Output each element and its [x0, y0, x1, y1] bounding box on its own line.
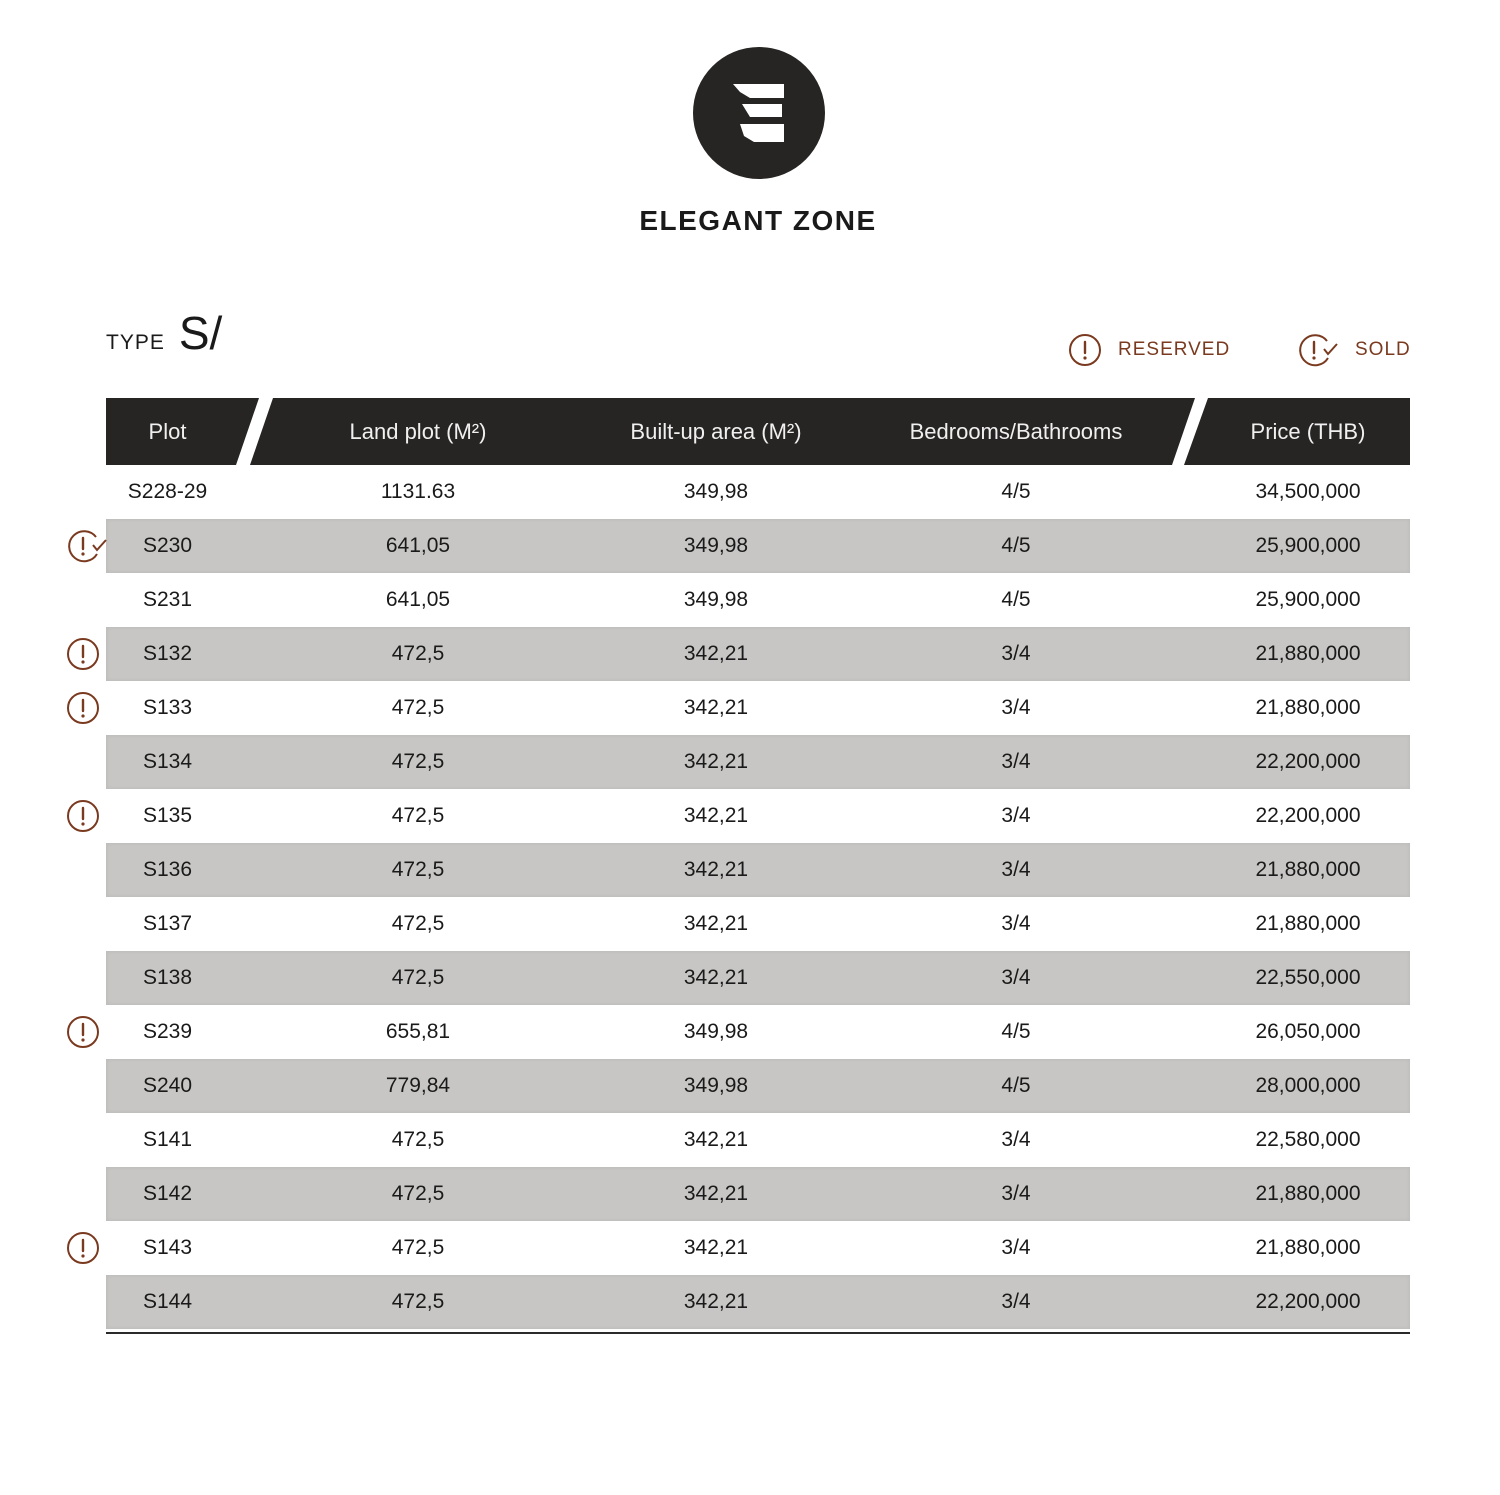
table-header — [106, 398, 1410, 465]
cell-price: 25,900,000 — [1255, 588, 1361, 611]
cell-bedrooms-bathrooms: 3/4 — [1001, 1182, 1031, 1205]
table-row — [106, 1113, 1410, 1167]
cell-plot: S231 — [142, 588, 193, 611]
cell-plot: S134 — [142, 750, 193, 773]
table-row — [106, 519, 1410, 573]
cell-bedrooms-bathrooms: 3/4 — [1001, 696, 1031, 719]
cell-land-plot: 655,81 — [385, 1020, 451, 1043]
cell-plot: S132 — [142, 642, 193, 665]
cell-land-plot: 1131.63 — [380, 480, 456, 503]
cell-price: 21,880,000 — [1255, 858, 1361, 881]
cell-built-up-area: 349,98 — [683, 480, 749, 503]
legend-reserved — [1068, 333, 1230, 367]
cell-built-up-area: 342,21 — [683, 696, 749, 719]
cell-built-up-area: 342,21 — [683, 1128, 749, 1151]
cell-built-up-area: 342,21 — [683, 1182, 749, 1205]
header-price: Price (THB) — [1250, 419, 1366, 444]
cell-price: 22,200,000 — [1255, 1290, 1361, 1313]
cell-land-plot: 641,05 — [385, 534, 451, 557]
cell-plot: S239 — [142, 1020, 193, 1043]
cell-built-up-area: 342,21 — [683, 1236, 749, 1259]
cell-price: 22,200,000 — [1255, 750, 1361, 773]
cell-land-plot: 472,5 — [391, 1128, 445, 1151]
header-bedrooms-bathrooms: Bedrooms/Bathrooms — [909, 419, 1123, 444]
cell-plot: S228-29 — [127, 480, 208, 503]
cell-plot: S141 — [142, 1128, 193, 1151]
type-label: TYPE — [106, 331, 165, 354]
cell-price: 22,550,000 — [1255, 966, 1361, 989]
cell-built-up-area: 349,98 — [683, 534, 749, 557]
table-row — [106, 1059, 1410, 1113]
cell-bedrooms-bathrooms: 3/4 — [1001, 804, 1031, 827]
table-row — [106, 897, 1410, 951]
type-heading — [106, 306, 222, 360]
cell-price: 26,050,000 — [1255, 1020, 1361, 1043]
table-row — [106, 951, 1410, 1005]
cell-price: 21,880,000 — [1255, 912, 1361, 935]
exclamation-circle-icon — [66, 637, 110, 671]
cell-land-plot: 472,5 — [391, 912, 445, 935]
table-row — [106, 789, 1410, 843]
header-built-up-area: Built-up area (M²) — [630, 419, 802, 444]
cell-plot: S142 — [142, 1182, 193, 1205]
exclamation-circle-icon — [66, 1231, 110, 1265]
brand-name: ELEGANT ZONE — [639, 205, 877, 236]
table-row — [106, 1005, 1410, 1059]
exclamation-circle-icon — [66, 1015, 110, 1049]
table-row — [106, 1167, 1410, 1221]
exclamation-check-icon — [66, 529, 110, 563]
cell-built-up-area: 342,21 — [683, 642, 749, 665]
exclamation-circle-icon — [66, 691, 110, 725]
cell-built-up-area: 349,98 — [683, 1020, 749, 1043]
cell-land-plot: 472,5 — [391, 750, 445, 773]
cell-land-plot: 472,5 — [391, 966, 445, 989]
cell-built-up-area: 342,21 — [683, 966, 749, 989]
table-row — [106, 843, 1410, 897]
cell-price: 28,000,000 — [1255, 1074, 1361, 1097]
table-row — [106, 573, 1410, 627]
cell-plot: S133 — [142, 696, 193, 719]
cell-bedrooms-bathrooms: 3/4 — [1001, 642, 1031, 665]
table-row — [106, 1275, 1410, 1329]
cell-plot: S138 — [142, 966, 193, 989]
exclamation-circle-icon — [66, 799, 110, 833]
cell-plot: S143 — [142, 1236, 193, 1259]
cell-land-plot: 472,5 — [391, 642, 445, 665]
header-plot: Plot — [148, 419, 187, 444]
cell-bedrooms-bathrooms: 3/4 — [1001, 1236, 1031, 1259]
legend-reserved-label: RESERVED — [1118, 339, 1231, 360]
cell-price: 34,500,000 — [1255, 480, 1361, 503]
table-row — [106, 1221, 1410, 1275]
exclamation-circle-icon — [1068, 333, 1102, 367]
cell-land-plot: 472,5 — [391, 696, 445, 719]
cell-price: 25,900,000 — [1255, 534, 1361, 557]
cell-bedrooms-bathrooms: 3/4 — [1001, 1290, 1031, 1313]
cell-plot: S240 — [142, 1074, 193, 1097]
cell-price: 21,880,000 — [1255, 1236, 1361, 1259]
legend-sold — [1297, 333, 1411, 367]
cell-land-plot: 472,5 — [391, 804, 445, 827]
cell-bedrooms-bathrooms: 4/5 — [1001, 534, 1031, 557]
cell-land-plot: 472,5 — [391, 1236, 445, 1259]
cell-built-up-area: 342,21 — [683, 858, 749, 881]
legend-sold-label: SOLD — [1355, 339, 1411, 360]
cell-land-plot: 779,84 — [385, 1074, 451, 1097]
cell-built-up-area: 349,98 — [683, 1074, 749, 1097]
cell-built-up-area: 342,21 — [683, 804, 749, 827]
cell-land-plot: 472,5 — [391, 1290, 445, 1313]
table-row — [106, 735, 1410, 789]
cell-land-plot: 472,5 — [391, 1182, 445, 1205]
cell-land-plot: 641,05 — [385, 588, 451, 611]
cell-land-plot: 472,5 — [391, 858, 445, 881]
cell-built-up-area: 342,21 — [683, 750, 749, 773]
cell-price: 22,580,000 — [1255, 1128, 1361, 1151]
cell-bedrooms-bathrooms: 3/4 — [1001, 966, 1031, 989]
cell-price: 21,880,000 — [1255, 642, 1361, 665]
cell-price: 21,880,000 — [1255, 696, 1361, 719]
cell-plot: S135 — [142, 804, 193, 827]
cell-bedrooms-bathrooms: 3/4 — [1001, 1128, 1031, 1151]
cell-plot: S144 — [142, 1290, 193, 1313]
cell-built-up-area: 342,21 — [683, 1290, 749, 1313]
cell-price: 21,880,000 — [1255, 1182, 1361, 1205]
cell-bedrooms-bathrooms: 4/5 — [1001, 1020, 1031, 1043]
type-letter: S/ — [178, 307, 223, 359]
cell-bedrooms-bathrooms: 4/5 — [1001, 588, 1031, 611]
table-row — [106, 465, 1410, 519]
cell-built-up-area: 349,98 — [683, 588, 749, 611]
cell-plot: S137 — [142, 912, 193, 935]
header-land-plot: Land plot (M²) — [349, 419, 487, 444]
cell-bedrooms-bathrooms: 3/4 — [1001, 912, 1031, 935]
table-row — [106, 681, 1410, 735]
cell-bedrooms-bathrooms: 3/4 — [1001, 750, 1031, 773]
letter-e-logo-icon — [692, 46, 826, 180]
cell-built-up-area: 342,21 — [683, 912, 749, 935]
cell-plot: S136 — [142, 858, 193, 881]
table-row — [106, 627, 1410, 681]
cell-bedrooms-bathrooms: 3/4 — [1001, 858, 1031, 881]
cell-price: 22,200,000 — [1255, 804, 1361, 827]
cell-bedrooms-bathrooms: 4/5 — [1001, 480, 1031, 503]
cell-plot: S230 — [142, 534, 193, 557]
cell-bedrooms-bathrooms: 4/5 — [1001, 1074, 1031, 1097]
table-bottom-border — [106, 1332, 1410, 1334]
exclamation-check-icon — [1297, 333, 1341, 367]
